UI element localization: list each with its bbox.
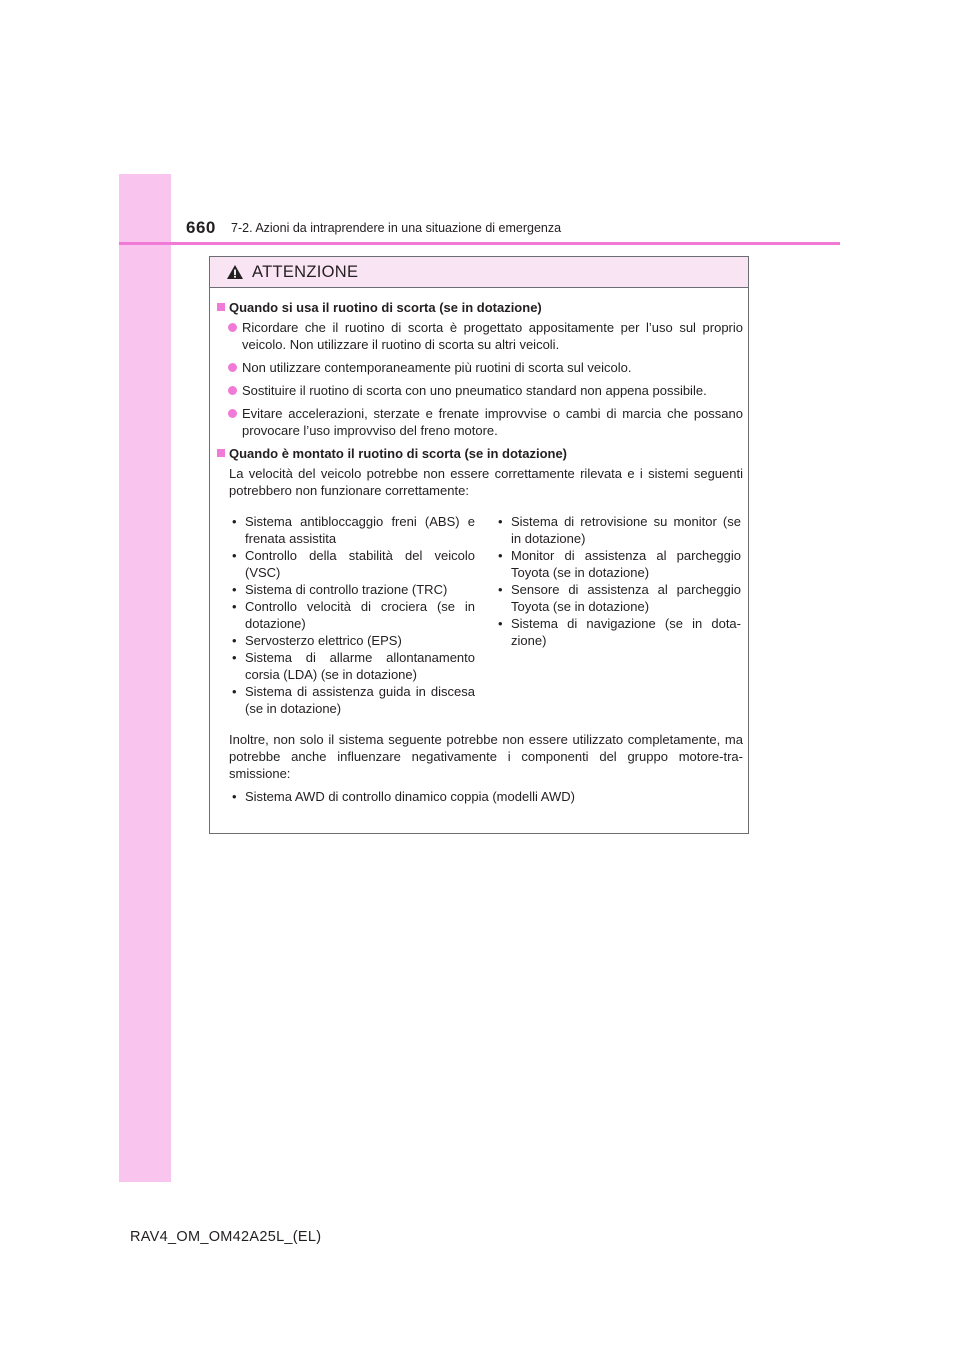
list-item bbox=[217, 359, 743, 376]
system-item: • Sistema di controllo trazione (TRC) bbox=[229, 581, 475, 598]
section-title: 7-2. Azioni da intraprendere in una situazione di emergenza bbox=[231, 221, 562, 235]
system-item: • Sistema di retrovisione su monitor (se in dotazione) bbox=[495, 513, 741, 547]
system-item: • Sistema antibloccaggio freni (ABS) e frenata assistita bbox=[229, 513, 475, 547]
system-item: • Monitor di assistenza al parcheggio Toyota (se in dotazione) bbox=[495, 547, 741, 581]
intro-paragraph: La velocità del veicolo potrebbe non essere correttamente rilevata e i sistemi seguenti potrebbero non funzionare correttamente: bbox=[229, 466, 743, 498]
list-item bbox=[217, 319, 743, 353]
systems-column-right bbox=[495, 513, 741, 717]
warning-triangle-icon bbox=[226, 264, 244, 280]
system-item: • Controllo della stabilità del veicolo (VSC) bbox=[229, 547, 475, 581]
circle-bullet-icon bbox=[228, 363, 237, 372]
systems-column-left bbox=[229, 513, 475, 717]
warning-box bbox=[209, 256, 749, 834]
systems-columns bbox=[217, 513, 743, 717]
system-item: • Controllo velocità di crociera (se in dotazione) bbox=[229, 598, 475, 632]
header-rule bbox=[119, 242, 840, 245]
list-item-text: Sostituire il ruotino di scorta con uno pneumatico standard non appena possibile. bbox=[242, 383, 707, 398]
circle-bullet-icon bbox=[228, 323, 237, 332]
system-item: • Sistema AWD di controllo dinamico coppia (modelli AWD) bbox=[217, 788, 743, 805]
list-item-text: Ricordare che il ruotino di scorta è progettato appositamente per l’uso sul proprio veicolo. Non utilizzare il ruotino di scorta su altri veicoli. bbox=[242, 320, 743, 352]
warning-title: ATTENZIONE bbox=[252, 262, 359, 281]
section-heading bbox=[217, 445, 743, 462]
section-heading-text: Quando è montato il ruotino di scorta (se in dotazione) bbox=[229, 446, 568, 461]
square-bullet-icon bbox=[217, 303, 225, 311]
side-tab bbox=[119, 174, 171, 1182]
list-item bbox=[217, 405, 743, 439]
system-item: • Sistema di assistenza guida in discesa (se in dotazione) bbox=[229, 683, 475, 717]
system-item: • Sistema di navigazione (se in dota- zione) bbox=[495, 615, 741, 649]
system-item: • Sensore di assistenza al parcheggio Toyota (se in dotazione) bbox=[495, 581, 741, 615]
list-item bbox=[217, 382, 743, 399]
circle-bullet-icon bbox=[228, 409, 237, 418]
outro-paragraph: Inoltre, non solo il sistema seguente potrebbe non essere utilizzato completamente, ma potrebbe anche influenzare negativamente i componenti del gruppo motore-tra- smissione: bbox=[229, 732, 743, 781]
list-item-text: Non utilizzare contemporaneamente più ruotini di scorta sul veicolo. bbox=[242, 360, 632, 375]
list-item-text: Evitare accelerazioni, sterzate e frenate improvvise o cambi di marcia che possano provocare l’uso improvviso del freno motore. bbox=[242, 406, 743, 438]
section-heading bbox=[217, 299, 743, 316]
warning-content bbox=[217, 299, 743, 805]
page-number: 660 bbox=[186, 218, 216, 237]
section-heading-text: Quando si usa il ruotino di scorta (se in dotazione) bbox=[229, 300, 542, 315]
system-item: • Sistema di allarme allontanamento corsia (LDA) (se in dotazione) bbox=[229, 649, 475, 683]
system-item: • Servosterzo elettrico (EPS) bbox=[229, 632, 475, 649]
document-code: RAV4_OM_OM42A25L_(EL) bbox=[130, 1229, 322, 1245]
circle-bullet-icon bbox=[228, 386, 237, 395]
warning-header bbox=[210, 257, 748, 288]
square-bullet-icon bbox=[217, 449, 225, 457]
